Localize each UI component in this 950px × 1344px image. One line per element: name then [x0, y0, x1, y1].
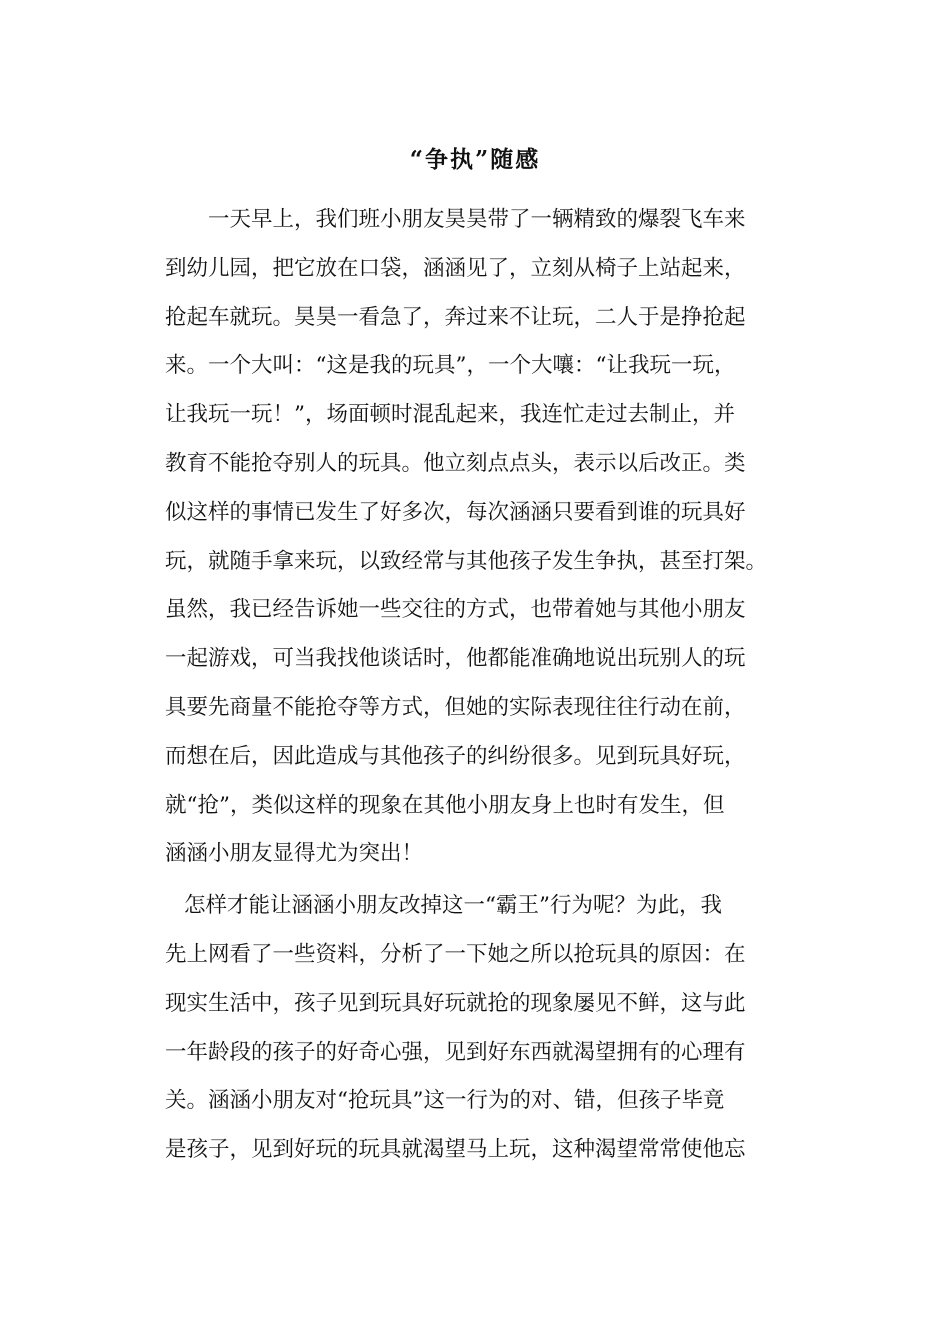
text-line: 就“抢”，类似这样的现象在其他小朋友身上也时有发生，但: [165, 792, 725, 818]
text-line: 具要先商量不能抢夺等方式，但她的实际表现往往行动在前，: [165, 694, 746, 720]
text-line: 到幼儿园，把它放在口袋，涵涵见了，立刻从椅子上站起来，: [165, 255, 746, 281]
document-body: [165, 196, 790, 1175]
text-line: 一年龄段的孩子的好奇心强，见到好东西就渴望拥有的心理有: [165, 1039, 746, 1065]
text-line: 涵涵小朋友显得尤为突出！: [165, 841, 424, 867]
text-line: 是孩子，见到好玩的玩具就渴望马上玩，这种渴望常常使他忘: [165, 1137, 746, 1163]
text-line: 先上网看了一些资料，分析了一下她之所以抢玩具的原因：在: [165, 941, 746, 967]
text-line: 来。一个大叫：“这是我的玩具”，一个大嚷：“让我玩一玩，: [165, 353, 736, 379]
text-line: 虽然，我已经告诉她一些交往的方式，也带着她与其他小朋友: [165, 597, 746, 623]
document-title: “争执”随感: [409, 146, 541, 173]
text-line: 玩，就随手拿来玩，以致经常与其他孩子发生争执，甚至打架。: [165, 548, 768, 574]
text-line: 关。涵涵小朋友对“抢玩具”这一行为的对、错，但孩子毕竟: [165, 1088, 725, 1114]
text-line: 怎样才能让涵涵小朋友改掉这一“霸王”行为呢？为此，我: [184, 893, 722, 919]
text-line: 而想在后，因此造成与其他孩子的纠纷很多。见到玩具好玩，: [165, 743, 746, 769]
text-line: 教育不能抢夺别人的玩具。他立刻点点头，表示以后改正。类: [165, 450, 746, 476]
text-line: 一起游戏，可当我找他谈话时，他都能准确地说出玩别人的玩: [165, 646, 746, 672]
paragraph-1: [165, 196, 790, 879]
text-line: 似这样的事情已发生了好多次，每次涵涵只要看到谁的玩具好: [165, 499, 746, 525]
text-line: 现实生活中，孩子见到玩具好玩就抢的现象屡见不鲜，这与此: [165, 990, 746, 1016]
paragraph-2: [165, 882, 790, 1175]
text-line: 抢起车就玩。昊昊一看急了，奔过来不让玩，二人于是挣抢起: [165, 304, 746, 330]
text-line: 让我玩一玩！”，场面顿时混乱起来，我连忙走过去制止，并: [165, 402, 735, 428]
text-line: 一天早上，我们班小朋友昊昊带了一辆精致的爆裂飞车来: [208, 207, 746, 232]
